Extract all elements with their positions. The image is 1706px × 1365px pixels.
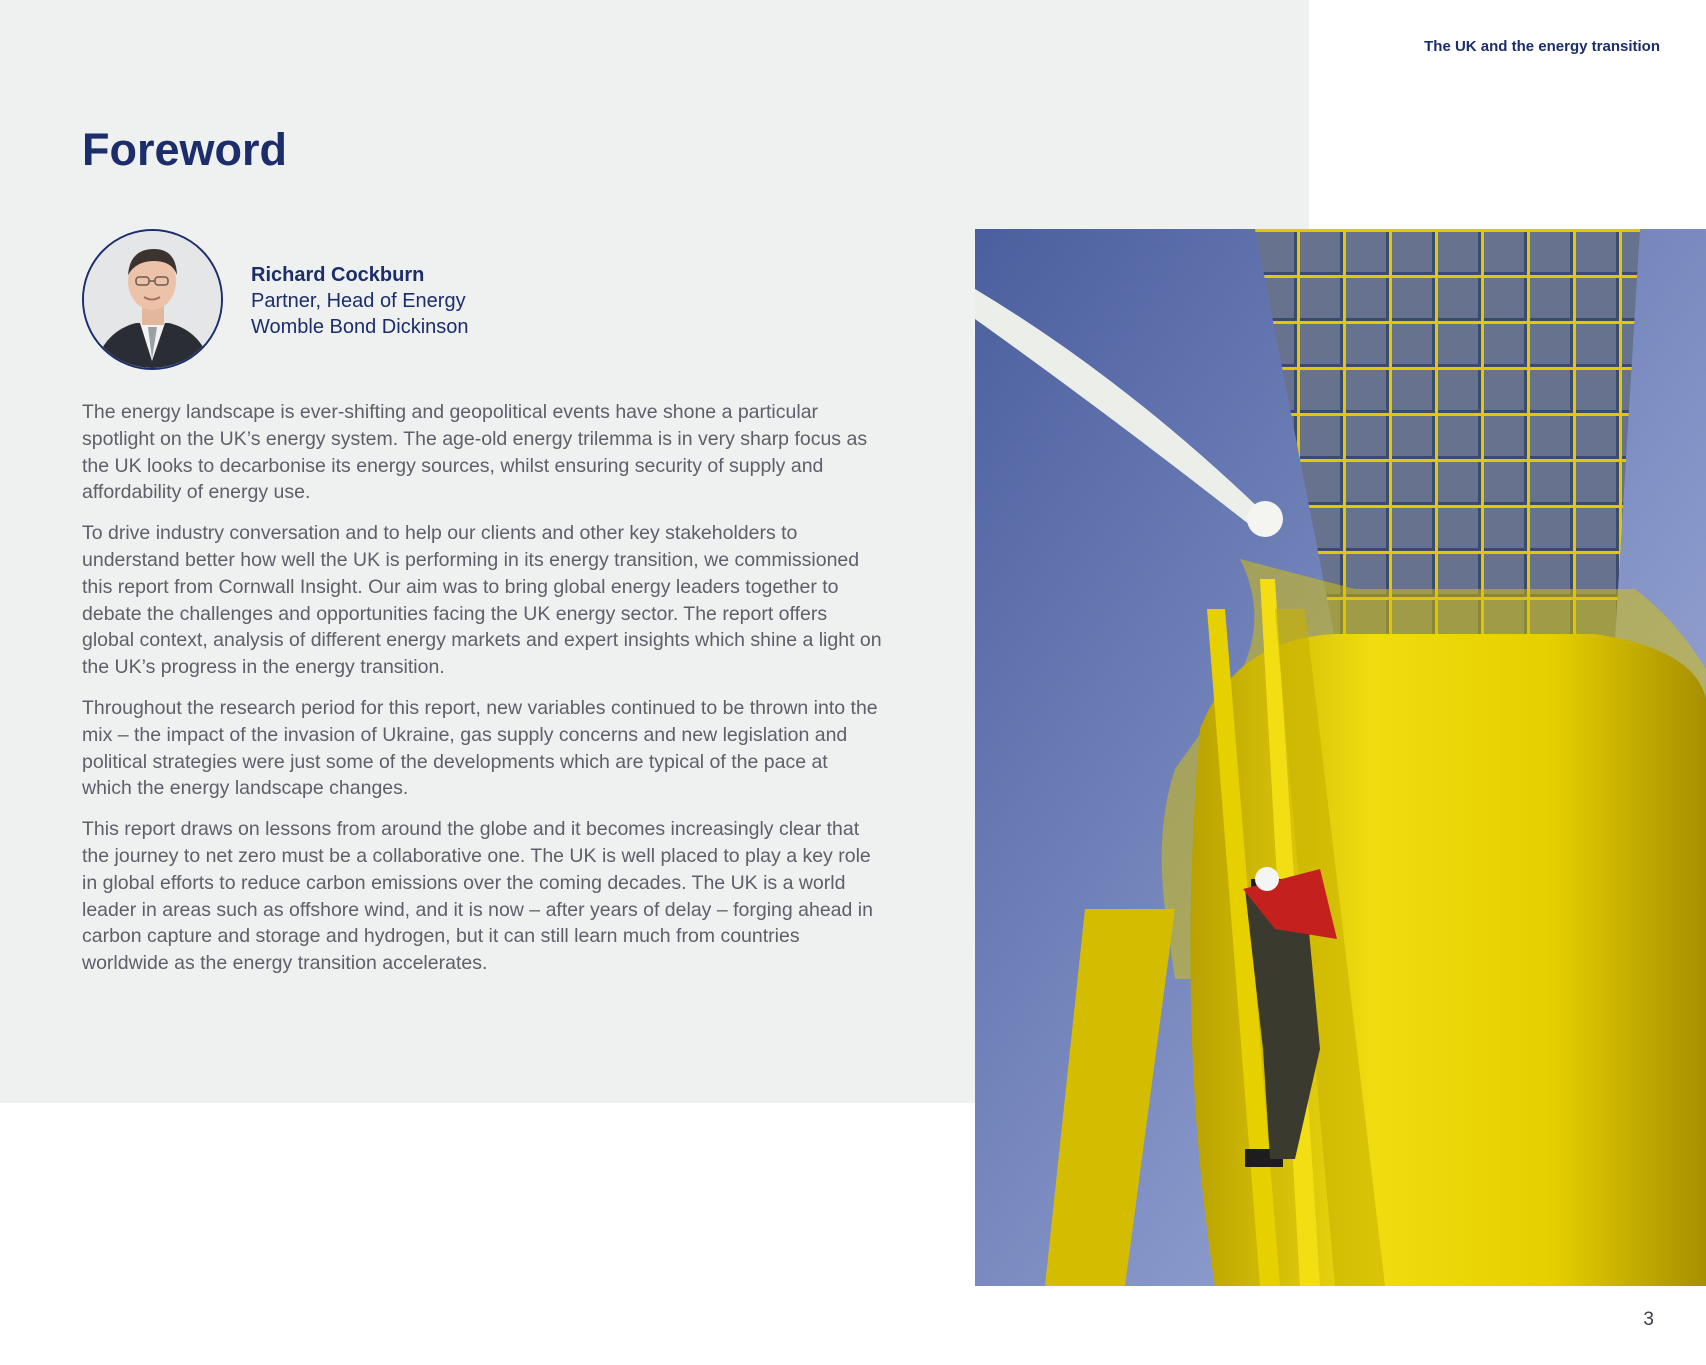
- author-name: Richard Cockburn: [251, 264, 425, 286]
- foreword-body: [82, 399, 882, 991]
- page-number: 3: [1643, 1309, 1654, 1330]
- author-portrait-icon: [84, 231, 221, 368]
- author-company: Womble Bond Dickinson: [251, 316, 469, 338]
- wind-turbine-photo: [975, 229, 1706, 1286]
- paragraph: This report draws on lessons from around the globe and it becomes increasingly clear that the journey to net zero must be a collaborative one. The UK is well placed to play a key role in global efforts to reduce carbon emissions over the coming decades. The UK is a world leader in areas such as offshore wind, and it is now – after years of delay – forging ahead in carbon capture and storage and hydrogen, but it can still learn much from countries worldwide as the energy transition accelerates.: [82, 818, 873, 975]
- running-header: The UK and the energy transition: [1424, 38, 1660, 55]
- author-photo: [82, 229, 223, 370]
- author-block: [251, 262, 469, 340]
- paragraph: The energy landscape is ever-shifting and geopolitical events have shone a particular spotlight on the UK’s energy system. The age-old energy trilemma is in very sharp focus as the UK looks to decarbonise its energy sources, whilst ensuring security of supply and affordability of energy use.: [82, 401, 868, 504]
- author-role: Partner, Head of Energy: [251, 290, 466, 312]
- paragraph: Throughout the research period for this report, new variables continued to be thrown into the mix – the impact of the invasion of Ukraine, gas supply concerns and new legislation and political strategies were just some of the developments which are typical of the pace at which the energy landscape changes.: [82, 696, 878, 800]
- page-title: Foreword: [82, 124, 288, 175]
- paragraph: To drive industry conversation and to help our clients and other key stakeholders to understand better how well the UK is performing in its energy transition, we commissioned this report from Cornwall Insight. Our aim was to bring global energy leaders together to debate the challenges and opportunities facing the UK energy sector. The report offers global context, analysis of different energy markets and expert insights which shine a light on the UK’s progress in the energy transition.: [82, 522, 882, 679]
- wind-turbine-climber-image: [975, 229, 1706, 1286]
